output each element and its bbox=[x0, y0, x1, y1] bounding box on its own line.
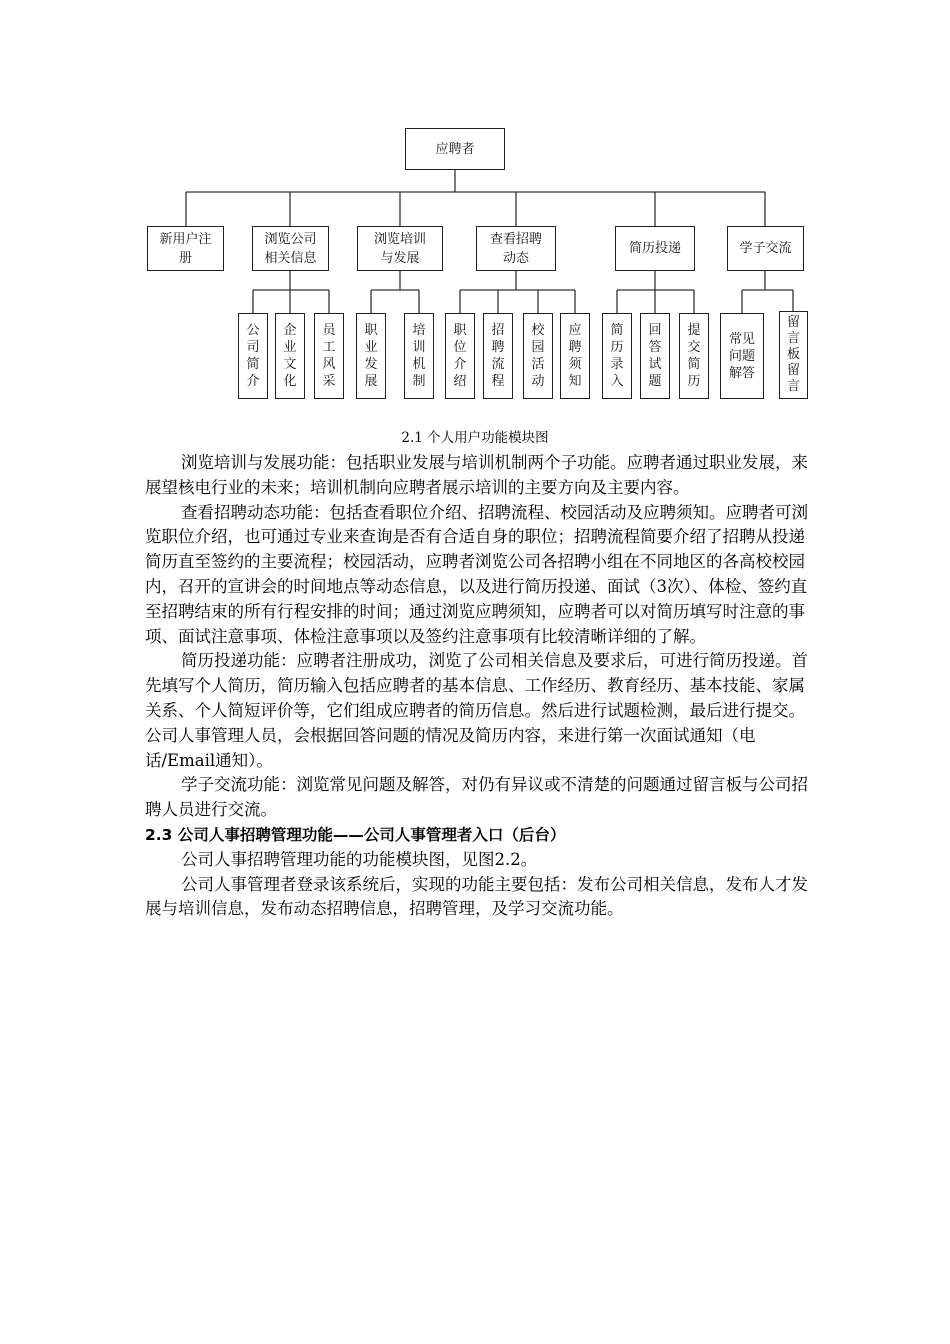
leaf-corporate-culture: 企 业 文 化 bbox=[275, 313, 305, 399]
module-resume-submit: 简历投递 bbox=[615, 226, 695, 271]
leaf-application-notice: 应 聘 须 知 bbox=[560, 313, 590, 399]
figure-caption: 2.1 个人用户功能模块图 bbox=[401, 430, 549, 446]
paragraph-admin-functions: 公司人事管理者登录该系统后，实现的功能主要包括：发布公司相关信息，发布人才发展与培训信息，发布动态招聘信息，招聘管理，及学习交流功能。 bbox=[145, 874, 808, 919]
root-node: 应聘者 bbox=[405, 128, 505, 170]
leaf-career-development: 职 业 发 展 bbox=[356, 313, 386, 399]
module-recruit-news: 查看招聘 动态 bbox=[476, 226, 556, 271]
leaf-company-intro: 公 司 简 介 bbox=[238, 313, 268, 399]
leaf-recruit-process: 招 聘 流 程 bbox=[483, 313, 513, 399]
paragraph-training: 浏览培训与发展功能：包括职业发展与培训机制两个子功能。应聘者通过职业发展，来展望核电行业的未来；培训机制向应聘者展示培训的主要方向及主要内容。 bbox=[145, 453, 808, 497]
leaf-message-board: 留 言 板 留 言 bbox=[779, 311, 808, 399]
leaf-faq: 常见 问题 解答 bbox=[720, 313, 764, 399]
module-diagram bbox=[0, 0, 950, 420]
leaf-answer-questions: 回 答 试 题 bbox=[640, 313, 670, 399]
leaf-submit-resume: 提 交 简 历 bbox=[679, 313, 709, 399]
module-student-exchange: 学子交流 bbox=[727, 226, 804, 271]
paragraph-figure-ref: 公司人事招聘管理功能的功能模块图，见图2.2。 bbox=[181, 849, 538, 869]
leaf-staff-style: 员 工 风 采 bbox=[314, 313, 344, 399]
document-body bbox=[145, 451, 810, 922]
module-new-user-register: 新用户注 册 bbox=[147, 226, 224, 271]
module-browse-training: 浏览培训 与发展 bbox=[357, 226, 443, 271]
leaf-training-mechanism: 培 训 机 制 bbox=[404, 313, 434, 399]
paragraph-student-exchange: 学子交流功能：浏览常见问题及解答，对仍有异议或不清楚的问题通过留言板与公司招聘人员进行交流。 bbox=[145, 775, 808, 820]
section-heading: 2.3 公司人事招聘管理功能——公司人事管理者入口（后台） bbox=[145, 825, 566, 844]
leaf-resume-entry: 简 历 录 入 bbox=[602, 313, 632, 399]
leaf-campus-activity: 校 园 活 动 bbox=[523, 313, 553, 399]
paragraph-recruit-news: 查看招聘动态功能：包括查看职位介绍、招聘流程、校园活动及应聘须知。应聘者可浏览职位介绍，也可通过专业来查询是否有合适自身的职位；招聘流程简要介绍了招聘从投递简历直至签约的主要流程；校园活动，应聘者浏览公司各招聘小组在不同地区的各高校校园内，召开的宣讲会的时间地点等动态信息，以及进行简历投递、面试（3次）、体检、签约直至招聘结束的所有行程安排的时间；通过浏览应聘须知，应聘者可以对简历填写时注意的事项、面试注意事项、体检注意事项以及签约注意事项有比较清晰详细的了解。 bbox=[145, 502, 808, 646]
paragraph-resume-submit: 简历投递功能：应聘者注册成功，浏览了公司相关信息及要求后，可进行简历投递。首先填写个人简历，简历输入包括应聘者的基本信息、工作经历、教育经历、基本技能、家属关系、个人简短评价等，它们组成应聘者的简历信息。然后进行试题检测，最后进行提交。公司人事管理人员，会根据回答问题的情况及简历内容，来进行第一次面试通知（电话/Email通知）。 bbox=[145, 651, 808, 770]
module-browse-company-info: 浏览公司 相关信息 bbox=[252, 226, 329, 271]
leaf-position-intro: 职 位 介 绍 bbox=[445, 313, 475, 399]
